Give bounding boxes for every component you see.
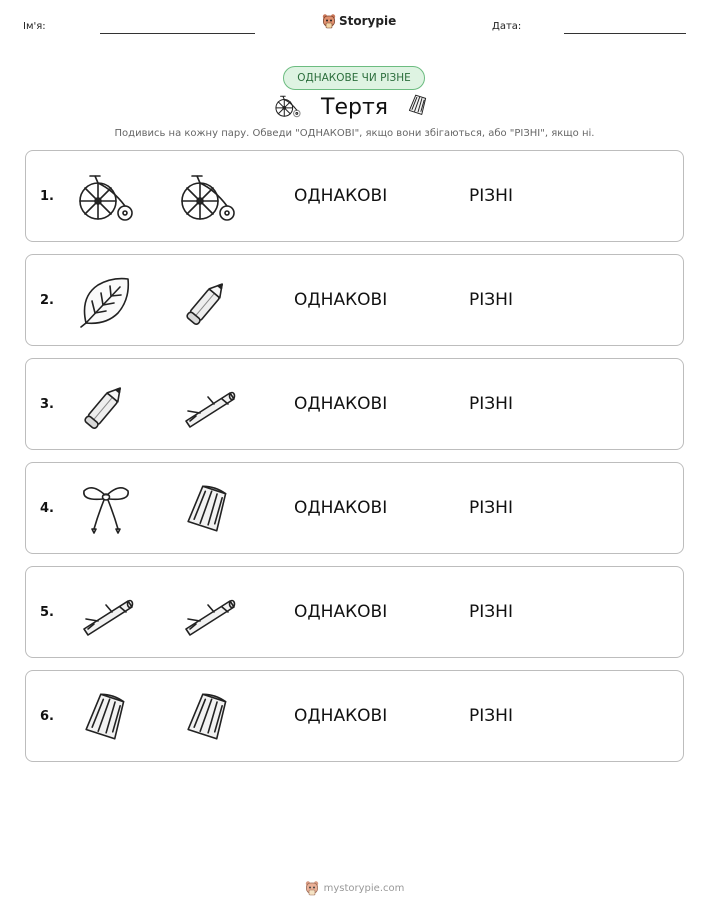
leaf-icon <box>76 273 136 329</box>
row-1-left-picture <box>76 169 136 225</box>
row-6-right-picture <box>178 689 238 745</box>
question-row-5 <box>25 566 684 658</box>
stick-icon <box>178 377 238 433</box>
row-5-right-picture <box>178 585 238 641</box>
question-row-2 <box>25 254 684 346</box>
option-same[interactable]: ОДНАКОВІ <box>294 706 388 726</box>
question-row-4 <box>25 462 684 554</box>
bark-icon <box>405 91 431 119</box>
stick-icon <box>178 585 238 641</box>
question-row-6 <box>25 670 684 762</box>
penny-farthing-icon <box>178 169 238 225</box>
stick-icon <box>76 585 136 641</box>
row-2-right-picture <box>178 273 238 329</box>
row-number: 1. <box>40 189 54 204</box>
row-number: 5. <box>40 605 54 620</box>
row-4-right-picture <box>178 481 238 537</box>
bark-icon <box>178 689 238 745</box>
question-row-3 <box>25 358 684 450</box>
storypie-mascot-icon <box>305 880 319 896</box>
footer-url[interactable]: mystorypie.com <box>323 882 405 894</box>
bark-icon <box>178 481 238 537</box>
option-same[interactable]: ОДНАКОВІ <box>294 394 388 414</box>
row-5-left-picture <box>76 585 136 641</box>
option-different[interactable]: РІЗНІ <box>469 290 513 310</box>
penny-farthing-icon <box>76 169 136 225</box>
option-different[interactable]: РІЗНІ <box>469 706 513 726</box>
row-3-right-picture <box>178 377 238 433</box>
row-1-right-picture <box>178 169 238 225</box>
bow-icon <box>76 481 136 537</box>
name-field-line[interactable] <box>100 33 255 34</box>
option-different[interactable]: РІЗНІ <box>469 394 513 414</box>
row-number: 4. <box>40 501 54 516</box>
question-row-1 <box>25 150 684 242</box>
footer <box>0 880 709 896</box>
option-different[interactable]: РІЗНІ <box>469 602 513 622</box>
storypie-mascot-icon <box>322 13 336 29</box>
row-3-left-picture <box>76 377 136 433</box>
bark-icon <box>76 689 136 745</box>
option-different[interactable]: РІЗНІ <box>469 498 513 518</box>
pencil-icon <box>76 377 136 433</box>
date-label: Дата: <box>492 21 522 32</box>
worksheet-type-badge: ОДНАКОВЕ ЧИ РІЗНЕ <box>283 66 425 90</box>
page-title: Тертя <box>321 95 388 120</box>
row-number: 6. <box>40 709 54 724</box>
row-number: 3. <box>40 397 54 412</box>
pencil-icon <box>178 273 238 329</box>
option-same[interactable]: ОДНАКОВІ <box>294 186 388 206</box>
option-different[interactable]: РІЗНІ <box>469 186 513 206</box>
row-number: 2. <box>40 293 54 308</box>
brand-logo <box>322 13 396 29</box>
name-label: Ім'я: <box>23 21 46 32</box>
date-field-line[interactable] <box>564 33 686 34</box>
row-4-left-picture <box>76 481 136 537</box>
instructions-text: Подивись на кожну пару. Обведи "ОДНАКОВІ", якщо вони збігаються, або "РІЗНІ", якщо ні. <box>114 128 595 139</box>
option-same[interactable]: ОДНАКОВІ <box>294 290 388 310</box>
brand-name: Storypie <box>339 14 397 28</box>
row-6-left-picture <box>76 689 136 745</box>
option-same[interactable]: ОДНАКОВІ <box>294 498 388 518</box>
option-same[interactable]: ОДНАКОВІ <box>294 602 388 622</box>
row-2-left-picture <box>76 273 136 329</box>
